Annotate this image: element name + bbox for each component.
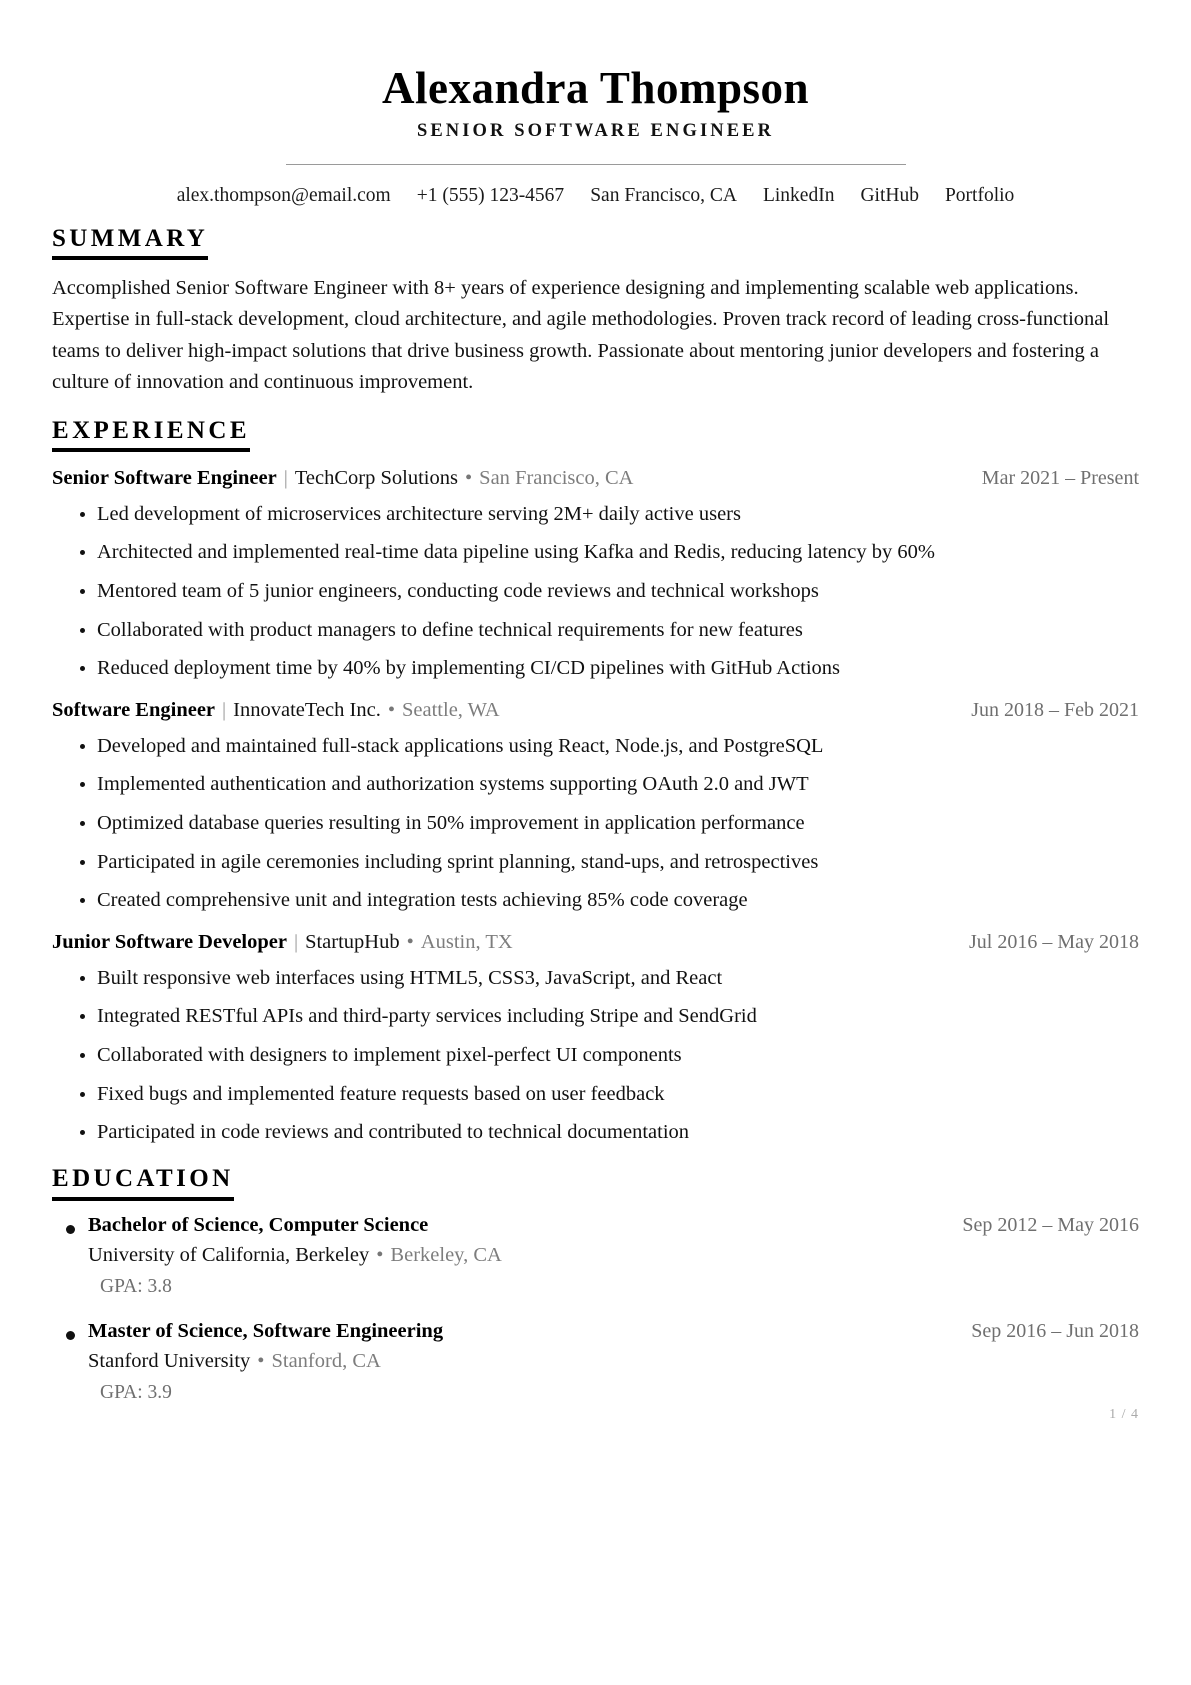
job-bullet: Integrated RESTful APIs and third-party services including Stripe and SendGrid [52,1003,1139,1031]
job-bullet: Developed and maintained full-stack applications using React, Node.js, and PostgreSQL [52,733,1139,761]
education-entry [52,1320,1139,1404]
job-bullet: Led development of microservices architecture serving 2M+ daily active users [52,501,1139,529]
job-bullet: Built responsive web interfaces using HTML5, CSS3, JavaScript, and React [52,965,1139,993]
education-entry-header [88,1320,1139,1343]
education-school-name: University of California, Berkeley [88,1243,370,1266]
contact-github[interactable]: GitHub [860,184,919,206]
experience-entry [52,465,1139,683]
education-list [52,1214,1139,1404]
education-location-bullet-icon: • [376,1243,384,1266]
job-separator: | [222,699,227,722]
experience-entry-meta [52,929,513,956]
experience-entry-header [52,929,1139,956]
education-location: Berkeley, CA [390,1243,502,1266]
job-bullet-list [52,965,1139,1147]
job-dates: Jul 2016 – May 2018 [969,931,1139,954]
job-company: InnovateTech Inc. [233,699,381,722]
education-school-name: Stanford University [88,1349,251,1372]
job-title: Senior Software Engineer [52,467,277,490]
job-bullet-list [52,501,1139,683]
job-bullet: Reduced deployment time by 40% by implementing CI/CD pipelines with GitHub Actions [52,655,1139,683]
education-school-line [88,1244,1139,1267]
job-dates: Mar 2021 – Present [981,467,1139,490]
job-location-bullet-icon: • [406,931,414,954]
section-experience [52,417,1139,1148]
job-dates: Jun 2018 – Feb 2021 [971,699,1139,722]
education-degree: Bachelor of Science, Computer Science [88,1213,429,1236]
job-bullet: Participated in agile ceremonies including sprint planning, stand-ups, and retrospectives [52,849,1139,877]
job-location-bullet-icon: • [387,699,396,722]
job-company: StartupHub [305,931,400,954]
job-location-bullet-icon: • [464,467,473,490]
experience-entry [52,929,1139,1147]
job-bullet-list [52,733,1139,915]
education-body [52,1214,1139,1404]
summary-text: Accomplished Senior Software Engineer with 8+ years of experience designing and implementing scalable web applications. Expertise in full-stack development, cloud architecture, and agile methodologies. Proven track record of leading cross-functional teams to deliver high-impact solutions that drive business growth. Passionate about mentoring junior developers and fostering a culture of innovation and continuous improvement. [52,277,1110,394]
education-gpa: GPA: 3.9 [100,1381,172,1403]
job-bullet: Optimized database queries resulting in 50% improvement in application performance [52,810,1139,838]
job-bullet: Architected and implemented real-time data pipeline using Kafka and Redis, reducing latency by 60% [52,539,1139,567]
contact-location[interactable]: San Francisco, CA [590,184,737,206]
education-dates: Sep 2016 – Jun 2018 [971,1319,1139,1342]
contact-portfolio[interactable]: Portfolio [944,184,1015,206]
job-location: San Francisco, CA [479,467,634,490]
page-indicator: 1 / 4 [1109,1407,1139,1422]
experience-entry-header [52,465,1139,492]
summary-body [52,273,1139,398]
education-entry-header [88,1214,1139,1237]
candidate-name: Alexandra Thompson [381,63,810,113]
contact-linkedin[interactable]: LinkedIn [762,184,835,206]
job-separator: | [283,467,288,490]
candidate-title: SENIOR SOFTWARE ENGINEER [416,120,775,141]
job-title: Software Engineer [52,699,216,722]
contact-line [52,185,1139,207]
education-entry [52,1214,1139,1298]
job-company: TechCorp Solutions [294,467,458,490]
contact-email[interactable]: alex.thompson@email.com [176,184,391,206]
section-heading-experience: EXPERIENCE [52,417,250,453]
job-bullet: Participated in code reviews and contributed to technical documentation [52,1119,1139,1147]
contact-phone[interactable]: +1 (555) 123-4567 [416,184,565,206]
job-location: Austin, TX [420,931,513,954]
education-location: Stanford, CA [271,1349,381,1372]
education-gpa: GPA: 3.8 [100,1275,172,1297]
section-summary [52,225,1139,399]
job-separator: | [293,931,299,954]
education-dates: Sep 2012 – May 2016 [962,1213,1139,1236]
job-bullet: Collaborated with product managers to define technical requirements for new features [52,617,1139,645]
section-education [52,1165,1139,1404]
experience-entry-meta [52,465,633,492]
section-heading-summary: SUMMARY [52,225,208,261]
job-bullet: Implemented authentication and authorization systems supporting OAuth 2.0 and JWT [52,771,1139,799]
education-degree: Master of Science, Software Engineering [88,1319,444,1342]
job-bullet: Mentored team of 5 junior engineers, conducting code reviews and technical workshops [52,578,1139,606]
job-bullet: Fixed bugs and implemented feature requests based on user feedback [52,1081,1139,1109]
job-location: Seattle, WA [402,699,500,722]
education-location-bullet-icon: • [257,1349,265,1372]
section-heading-education: EDUCATION [52,1165,234,1201]
experience-body [52,465,1139,1147]
job-bullet: Created comprehensive unit and integration tests achieving 85% code coverage [52,887,1139,915]
education-school-line [88,1350,1139,1373]
job-bullet: Collaborated with designers to implement pixel-perfect UI components [52,1042,1139,1070]
experience-entry-header [52,697,1139,724]
experience-entry [52,697,1139,915]
job-title: Junior Software Developer [52,931,287,954]
header-divider [286,164,906,165]
experience-entry-meta [52,697,500,724]
resume-header [52,52,1139,207]
